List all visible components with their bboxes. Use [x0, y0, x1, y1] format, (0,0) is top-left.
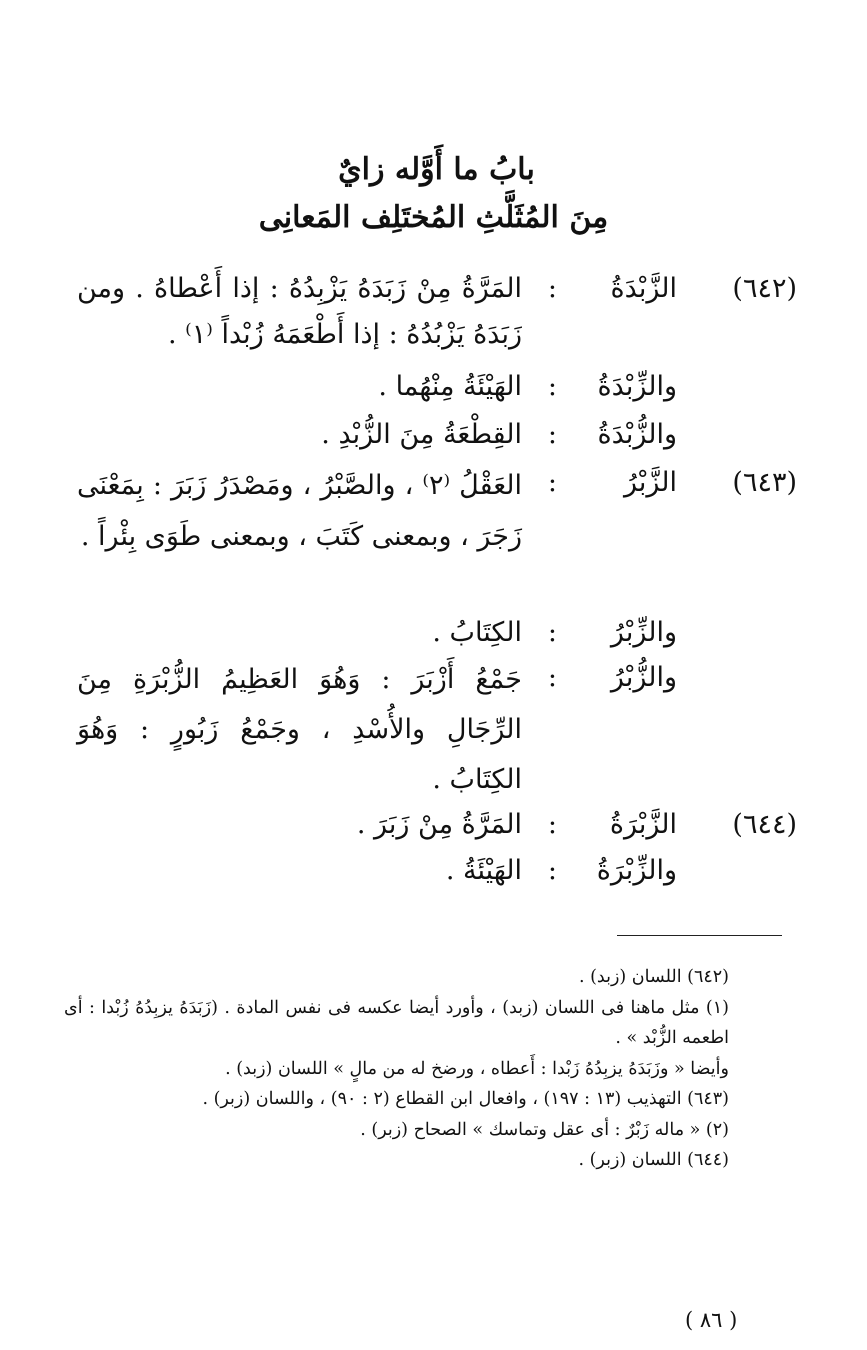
separator-colon: :	[547, 662, 557, 693]
separator-colon: :	[547, 855, 557, 886]
entry-643	[0, 460, 867, 552]
chapter-subtitle: مِنَ المُثَلَّثِ المُختَلِف المَعانِى	[258, 200, 609, 235]
entry-643-variant-1	[0, 610, 867, 648]
headword: الزَّبْدَةُ	[610, 273, 677, 304]
definition: الهَيْئَةُ مِنْهُما .	[378, 371, 522, 402]
definition: العَقْلُ ⁽٢⁾ ، والصَّبْرُ ، ومَصْدَرُ زَبَرَ : بِمَعْنَى زَجَرَ ، وبمعنى كَتَبَ ، وبمعنى طَوَى بِئْراً .	[77, 470, 523, 552]
entry-642-variant-2	[0, 412, 867, 450]
definition: القِطْعَةُ مِنَ الزُّبْدِ .	[321, 419, 522, 450]
definition: الهَيْئَةُ .	[445, 855, 522, 886]
entry-642-variant-1	[0, 364, 867, 402]
entry-number: (٦٤٢)	[732, 273, 797, 304]
entry-number: (٦٤٤)	[732, 809, 797, 840]
footnote: (٦٤٢) اللسان (زبد) .	[578, 967, 729, 987]
entry-643-variant-2	[0, 655, 867, 795]
headword: والزِّبْرُ	[610, 617, 677, 648]
definition: المَرَّةُ مِنْ زَبَرَ .	[356, 809, 522, 840]
separator-colon: :	[547, 467, 557, 498]
chapter-title: بابُ ما أَوَّله زايٌ	[338, 152, 535, 187]
footnote: (٦٤٤) اللسان (زبر) .	[578, 1150, 729, 1170]
separator-colon: :	[547, 809, 557, 840]
footnote: (٢) « ماله زَبْرٌ : أى عقل وتماسك » الصحاح (زبر) .	[360, 1119, 729, 1140]
headword: الزَّبْرُ	[623, 467, 677, 498]
headword: والزِّبْرَةُ	[596, 855, 677, 886]
page-number: ( ٨٦ )	[685, 1308, 738, 1332]
entry-642	[0, 266, 867, 350]
footnotes	[64, 962, 729, 1176]
footnote: (٦٤٣) التهذيب (١٣ : ١٩٧) ، وافعال ابن القطاع (٢ : ٩٠) ، واللسان (زبر) .	[202, 1089, 729, 1109]
headword: والزُّبْرُ	[610, 662, 677, 693]
headword: الزَّبْرَةُ	[609, 809, 677, 840]
definition: الكِتَابُ .	[432, 617, 522, 648]
definition: جَمْعُ أَزْبَرَ : وَهُوَ العَظِيمُ الزُّبْرَةِ مِنَ الرِّجَالِ والأُسْدِ ، وجَمْعُ زَبُورٍ : وَهُوَ الكِتَابُ .	[77, 664, 522, 795]
entry-number: (٦٤٣)	[732, 467, 797, 498]
headword: والزُّبْدَةُ	[597, 419, 677, 450]
separator-colon: :	[547, 617, 557, 648]
footnote: (١) مثل ماهنا فى اللسان (زبد) ، وأورد أيضا عكسه فى نفس المادة . (زَبَدَهُ يزبِدُهُ زُبْدا : أى اطعمه الزُّبْد » .	[64, 997, 729, 1048]
entry-644	[0, 802, 867, 840]
headword: والزِّبْدَةُ	[597, 371, 677, 402]
separator-colon: :	[547, 419, 557, 450]
footnote-divider	[617, 935, 782, 936]
entry-644-variant-1	[0, 848, 867, 886]
separator-colon: :	[547, 273, 557, 304]
definition: المَرَّةُ مِنْ زَبَدَهُ يَزْبِدُهُ : إذا أَعْطاهُ . ومن زَبَدَهُ يَزْبُدُهُ : إذا أَطْعَمَهُ زُبْداً ⁽١⁾ .	[77, 273, 522, 350]
separator-colon: :	[547, 371, 557, 402]
footnote: وأيضا « وزَبَدَهُ يزبِدُهُ زَبْدا : أَعطاه ، ورضخ له من مالٍ » اللسان (زبد) .	[225, 1058, 729, 1079]
